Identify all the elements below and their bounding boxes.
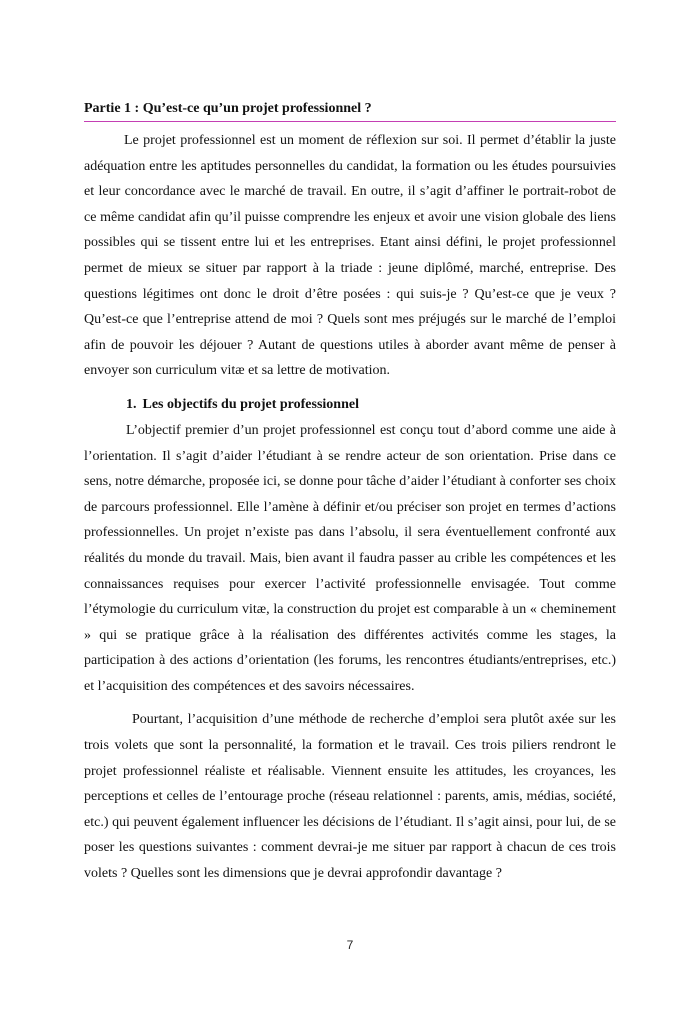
subheading-title: Les objectifs du projet professionnel bbox=[142, 396, 359, 412]
paragraph-objectives: L’objectif premier d’un projet professionnel est conçu tout d’abord comme une aide à l’orientation. Il s’agit d’aider l’étudiant à se rendre acteur de son orientation. Prise dans ce sens, notre démarche, proposée ici, se donne pour tâche d’aider l’étudiant à conforter ses choix de parcours professionnel. Elle l’amène à définir et/ou préciser son projet en termes d’actions professionnelles. Un projet n’existe pas dans l’absolu, il sera éventuellement confronté aux réalités du monde du travail. Mais, bien avant il faudra passer au crible les compétences et les connaissances requises pour exercer l’activité professionnelle envisagée. Tout comme l’étymologie du curriculum vitæ, la construction du projet est comparable à un « cheminement » qui se pratique grâce à la réalisation des différentes activités comme les stages, la participation à des actions d’orientation (les forums, les rencontres étudiants/entreprises, etc.) et l’acquisition des compétences et des savoirs nécessaires. bbox=[84, 422, 616, 694]
document-page bbox=[84, 100, 616, 887]
section-title: Partie 1 : Qu’est-ce qu’un projet professionnel ? bbox=[84, 100, 616, 122]
subheading-number: 1. bbox=[126, 396, 137, 412]
paragraph-intro: Le projet professionnel est un moment de réflexion sur soi. Il permet d’établir la juste adéquation entre les aptitudes personnelles du candidat, la formation ou les études poursuivies et leur concordance avec le marché de travail. En outre, il s’agit d’affiner le portrait-robot de ce même candidat afin qu’il puisse comprendre les enjeux et avoir une vision globale des liens possibles qui se tissent entre lui et les entreprises. Etant ainsi défini, le projet professionnel permet de mieux se situer par rapport à la triade : jeune diplômé, marché, entreprise. Des questions légitimes ont donc le droit d’être posées : qui suis-je ? Qu’est-ce que je veux ? Qu’est-ce que l’entreprise attend de moi ? Quels sont mes préjugés sur le marché de l’emploi afin de pouvoir les déjouer ? Autant de questions utiles à aborder avant même de penser à envoyer son curriculum vitæ et sa lettre de motivation. bbox=[84, 133, 616, 379]
page-number: 7 bbox=[346, 938, 354, 952]
subheading bbox=[126, 396, 616, 414]
paragraph-method: Pourtant, l’acquisition d’une méthode de recherche d’emploi sera plutôt axée sur les trois volets que sont la personnalité, la formation et le travail. Ces trois piliers rendront le projet professionnel réaliste et réalisable. Viennent ensuite les attitudes, les croyances, les perceptions et celles de l’entourage proche (réseau relationnel : parents, amis, médias, société, etc.) qui peuvent également influencer les décisions de l’étudiant. Il s’agit ainsi, pour lui, de se poser les questions suivantes : comment devrai-je me situer par rapport à chacun de ces trois volets ? Quelles sont les dimensions que je devrai approfondir davantage ? bbox=[84, 712, 616, 882]
